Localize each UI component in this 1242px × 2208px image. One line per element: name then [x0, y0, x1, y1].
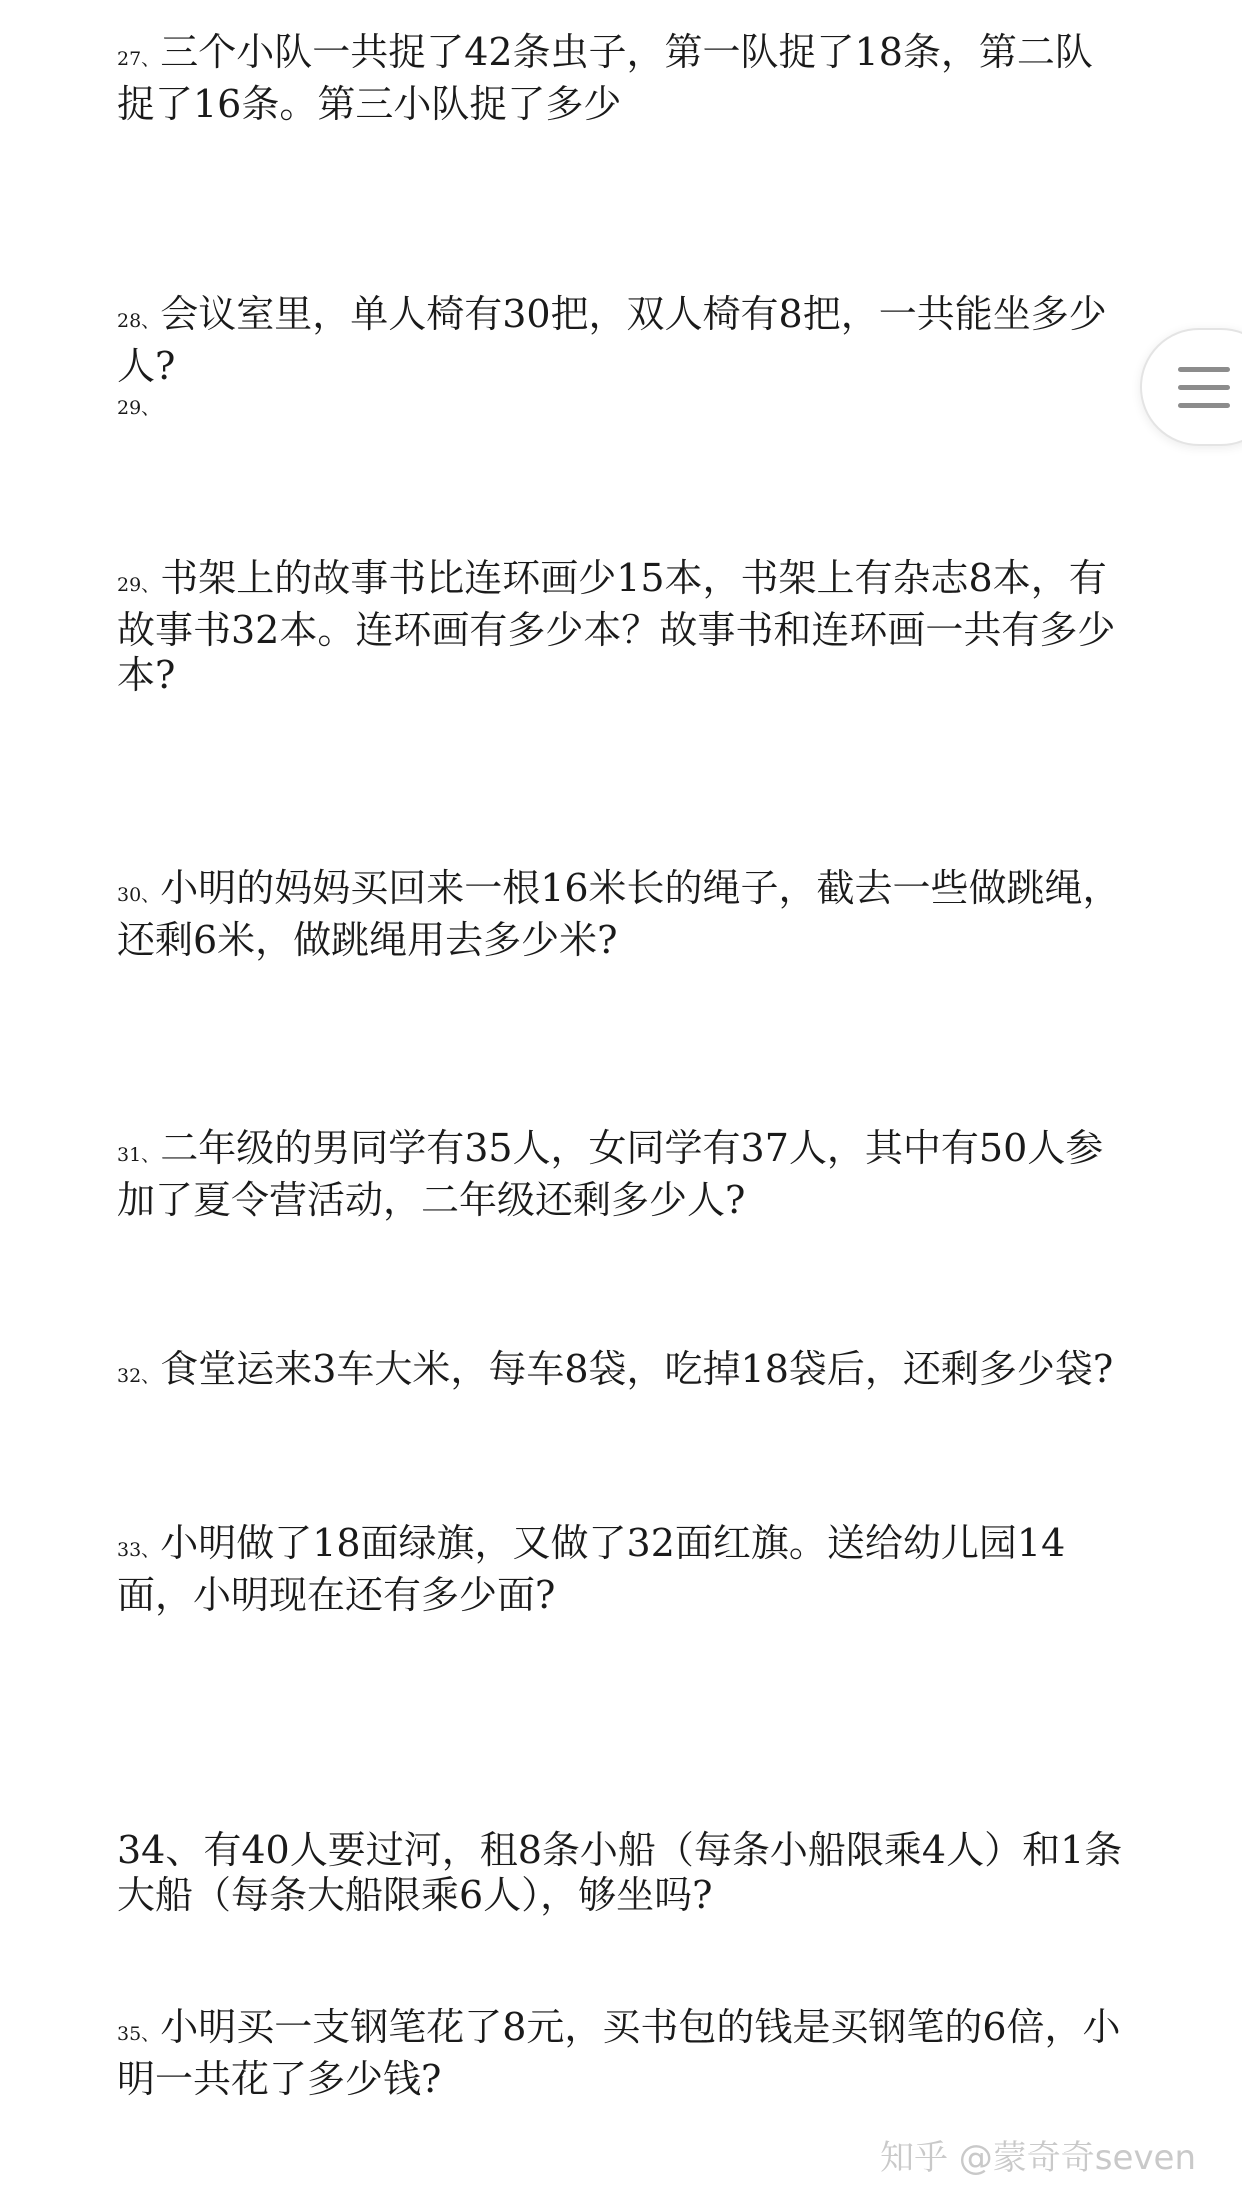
question-number: 31、	[117, 1144, 161, 1166]
stray-question-number: 29、	[117, 397, 161, 419]
question-number: 32、	[117, 1365, 161, 1387]
question-27	[117, 30, 1127, 127]
question-number: 28、	[117, 310, 161, 332]
question-number: 34、	[117, 1828, 204, 1872]
question-number: 27、	[117, 48, 161, 70]
question-text: 有40人要过河，租8条小船（每条小船限乘4人）和1条大船（每条大船限乘6人），够坐吗?	[117, 1828, 1123, 1917]
watermark: 知乎 @蒙奇奇seven	[880, 2138, 1197, 2178]
question-29	[117, 556, 1127, 698]
question-number: 30、	[117, 884, 161, 906]
question-number: 35、	[117, 2023, 161, 2045]
question-text: 二年级的男同学有35人，女同学有37人，其中有50人参加了夏令营活动，二年级还剩多少人?	[117, 1126, 1104, 1222]
question-text: 会议室里，单人椅有30把，双人椅有8把，一共能坐多少人?	[117, 292, 1107, 388]
question-33	[117, 1521, 1127, 1618]
question-text: 书架上的故事书比连环画少15本，书架上有杂志8本，有故事书32本。连环画有多少本？故事书和连环画一共有多少本?	[117, 556, 1116, 697]
question-32	[117, 1347, 1127, 1399]
question-number: 29、	[117, 574, 161, 596]
question-31	[117, 1126, 1127, 1223]
question-number: 33、	[117, 1539, 161, 1561]
question-35	[117, 2005, 1127, 2102]
question-28	[117, 292, 1127, 389]
question-text: 小明的妈妈买回来一根16米长的绳子，截去一些做跳绳，还剩6米，做跳绳用去多少米?	[117, 866, 1121, 962]
question-text: 小明做了18面绿旗，又做了32面红旗。送给幼儿园14面，小明现在还有多少面?	[117, 1521, 1066, 1617]
question-34	[117, 1828, 1127, 1918]
question-text: 小明买一支钢笔花了8元，买书包的钱是买钢笔的6倍，小明一共花了多少钱?	[117, 2005, 1121, 2101]
question-text: 三个小队一共捉了42条虫子，第一队捉了18条，第二队捉了16条。第三小队捉了多少	[117, 30, 1093, 126]
question-30	[117, 866, 1127, 963]
question-text: 食堂运来3车大米，每车8袋，吃掉18袋后，还剩多少袋?	[160, 1347, 1114, 1391]
floating-menu-button[interactable]	[1140, 328, 1242, 446]
